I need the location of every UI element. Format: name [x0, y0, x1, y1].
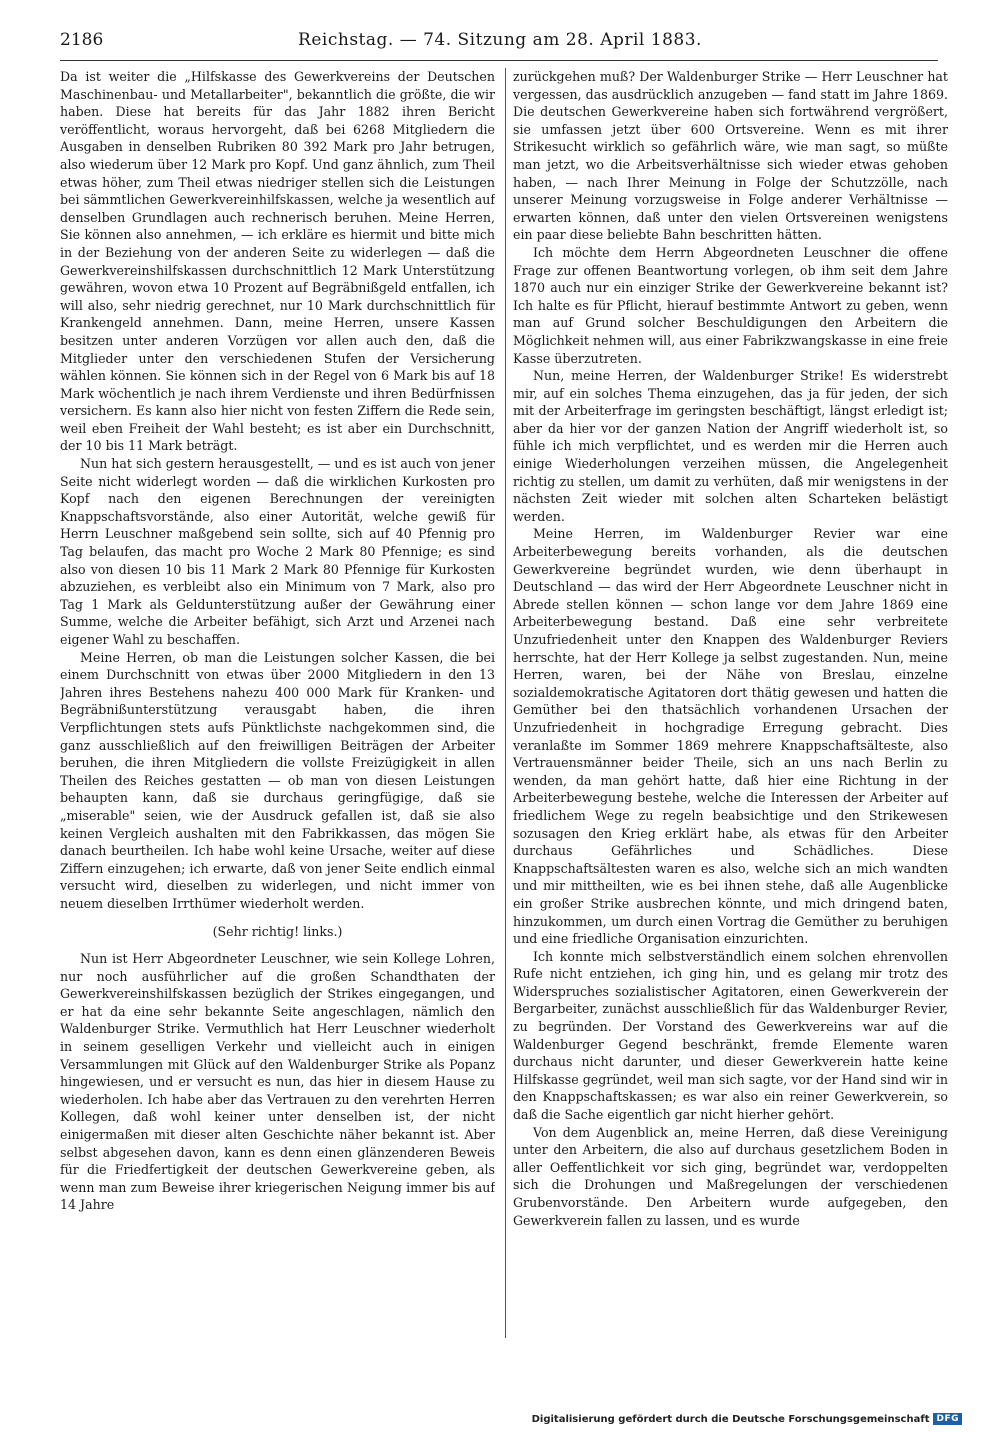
left-column: [60, 68, 495, 1338]
left-paragraph-4: Nun ist Herr Abgeordneter Leuschner, wie sein Kollege Lohren, nur noch ausführlicher auf die großen Schandthaten der Gewerkvereinshilfskassen bezüglich der Strikes eingegangen, und er hat da eine sehr bekannte Seite angeschlagen, nämlich den Waldenburger Strike. Vermuthlich hat Herr Leuschner wiederholt in seinem geselligen Verkehr und vielleicht auch in einigen Versammlungen mit Glück auf den Waldenburger Strike als Popanz hingewiesen, und er versucht es nun, das hier in diesem Hause zu wiederholen. Ich habe aber das Vertrauen zu den verehrten Herren Kollegen, daß wohl keiner unter denselben ist, der nicht einigermaßen mit dieser alten Geschichte näher bekannt ist. Aber selbst abgesehen davon, kann es denn einen glänzenderen Beweis für die Friedfertigkeit der deutschen Gewerkvereine geben, als wenn man zum Beweise ihrer kriegerischen Neigung immer bis auf 14 Jahre: [60, 951, 495, 1213]
right-paragraph-5: Ich konnte mich selbstverständlich einem solchen ehrenvollen Rufe nicht entziehen, ich ging hin, und es gelang mir trotz des Widerspruches sozialistischer Agitatoren, einen Gewerkverein der Bergarbeiter, zunächst ausschließlich für das Waldenburger Revier, zu begründen. Der Vorstand des Gewerkvereins war auf die Waldenburger Gegend beschränkt, fremde Elemente waren durchaus nicht darunter, und dieser Gewerkverein hatte keine Hilfskasse gegründet, weil man sich sagte, vor der Hand sind wir in den Knappschaftskassen; es war also ein reiner Gewerkverein, so daß die Sache eigentlich gar nicht hierher gehört.: [513, 948, 948, 1123]
page-header: [60, 30, 940, 54]
right-paragraph-2: Ich möchte dem Herrn Abgeordneten Leuschner die offene Frage zur offenen Beantwortung vorlegen, ob ihm seit dem Jahre 1870 auch nur ein einziger Strike der Gewerkvereine bekannt ist? Ich halte es für Pflicht, hierauf bestimmte Antwort zu geben, wenn man auf Grund solcher Beschuldigungen den Arbeitern die Möglichkeit nehmen will, aus einer Fabrikzwangskasse in eine freie Kasse überzutreten.: [513, 244, 948, 366]
dfg-logo: DFG: [933, 1413, 962, 1425]
interjection: (Sehr richtig! links.): [212, 923, 343, 939]
page-number: 2186: [60, 30, 104, 50]
digitization-credit: [532, 1412, 962, 1426]
right-paragraph-1: zurückgehen muß? Der Waldenburger Strike — Herr Leuschner hat vergessen, das ausdrücklich anzugeben — fand statt im Jahre 1869. Die deutschen Gewerkvereine haben sich fortwährend vergrößert, sie umfassen jetzt über 600 Ortsvereine. Wenn es mit ihrer Strikesucht wirklich so gefährlich wäre, wie man sagt, so müßte man jetzt, wo die Arbeitsverhältnisse sich wieder etwas gehoben haben, — nach Ihrer Meinung in Folge der Schutzzölle, nach unserer Meinung vorzugsweise in Folge anderer Verhältnisse — erwarten können, daß unter den vielen Ortsvereinen wenigstens ein paar diese beliebte Bahn beschritten hätten.: [513, 69, 948, 243]
right-column: [513, 68, 948, 1338]
header-rule: [60, 60, 938, 61]
left-paragraph-1: Da ist weiter die „Hilfskasse des Gewerkvereins der Deutschen Maschinenbau- und Metallarbeiter", bekanntlich die größte, die wir haben. Diese hat bereits für das Jahr 1882 ihren Bericht veröffentlicht, woraus hervorgeht, daß bei 6268 Mitgliedern die Ausgaben in denselben Rubriken 80 392 Mark pro Jahr betrugen, also wiederum über 12 Mark pro Kopf. Und ganz ähnlich, zum Theil etwas höher, zum Theil etwas niedriger stellen sich die Leistungen bei sämmtlichen Gewerkvereinhilfskassen, welche ja wesentlich auf denselben Grundlagen auch rechnerisch beruhen. Meine Herren, Sie können also annehmen, — ich erkläre es hiermit und bitte mich in der Beziehung von der anderen Seite zu widerlegen — daß die Gewerkvereinshilfskassen durchschnittlich 12 Mark Unterstützung gewähren, wovon etwa 10 Prozent auf Begräbnißgeld entfallen, ich will also, sehr niedrig gerechnet, nur 10 Mark durchschnittlich für Krankengeld annehmen. Dann, meine Herren, unsere Kassen besitzen unter anderen Vorzügen vor allen auch den, daß die Mitglieder unter den verschiedenen Stufen der Versicherung wählen können. Sie können sich in der Regel von 6 Mark bis auf 18 Mark wöchentlich je nach ihrem Verdienste und ihren Bedürfnissen versichern. Es kann also hier nicht von festen Ziffern die Rede sein, weil eben Freiheit der Wahl besteht; es ist aber ein Durchschnitt, der 10 bis 11 Mark beträgt.: [60, 69, 495, 454]
column-divider: [505, 68, 506, 1338]
left-paragraph-3: Meine Herren, ob man die Leistungen solcher Kassen, die bei einem Durchschnitt von etwas über 2000 Mitgliedern in den 13 Jahren ihres Bestehens nahezu 400 000 Mark für Kranken- und Begräbnißunterstützung verausgabt haben, die ihren Verpflichtungen stets aufs Pünktlichste nachgekommen sind, die ganz ausschließlich auf den freiwilligen Beiträgen der Arbeiter beruhen, die ihren Mitgliedern die vollste Freizügigkeit in allen Theilen des Reiches gestatten — ob man von diesen Leistungen behaupten kann, daß sie durchaus geringfügige, daß sie „miserable" seien, wie der Ausdruck gefallen ist, daß sie also keinen Vergleich aushalten mit den Fabrikkassen, das mögen Sie danach beurtheilen. Ich habe wohl keine Ursache, weiter auf diese Ziffern einzugehen; ich erwarte, daß von jener Seite endlich einmal versucht wird, dieselben zu widerlegen, und nicht immer von neuem dieselben Irrthümer wiederholt werden.: [60, 649, 495, 911]
credit-text: Digitalisierung gefördert durch die Deutsche Forschungsgemeinschaft: [531, 1413, 930, 1425]
left-paragraph-2: Nun hat sich gestern herausgestellt, — und es ist auch von jener Seite nicht widerlegt worden — daß die wirklichen Kurkosten pro Kopf nach den eigenen Berechnungen der vereinigten Knappschaftsvorstände, also einer Autorität, welche gewiß für Herrn Leuschner maßgebend sein sollte, sich auf 40 Pfennig pro Tag belaufen, das macht pro Woche 2 Mark 80 Pfennige; es sind also von diesen 10 bis 11 Mark 2 Mark 80 Pfennige für Kurkosten abzuziehen, es verbleibt also ein Minimum von 7 Mark, also pro Tag 1 Mark als Geldunterstützung außer der Gewährung einer Summe, welche die Arbeiter befähigt, sich Arzt und Arzenei nach eigener Wahl zu beschaffen.: [60, 456, 495, 647]
right-paragraph-3: Nun, meine Herren, der Waldenburger Strike! Es widerstrebt mir, auf ein solches Thema einzugehen, das ja für jeden, der sich mit der Arbeiterfrage im geringsten beschäftigt, längst erledigt ist; aber da hier vor der ganzen Nation der Angriff wiederholt ist, so fühle ich mich verpflichtet, und es werden mir die Herren auch einige Wiederholungen verzeihen müssen, die Angelegenheit richtig zu stellen, um damit zu verhüten, daß mir wenigstens in der nächsten Zeit wieder mit solchen alten Scharteken belästigt werden.: [513, 368, 948, 524]
right-paragraph-6: Von dem Augenblick an, meine Herren, daß diese Vereinigung unter den Arbeitern, die also auf durchaus gesetzlichem Boden in aller Oeffentlichkeit vor sich ging, begründet war, verdoppelten sich die Drohungen und Maßregelungen der verschiedenen Grubenvorstände. Den Arbeitern wurde aufgegeben, den Gewerkverein fallen zu lassen, und es wurde: [513, 1124, 948, 1228]
right-paragraph-4: Meine Herren, im Waldenburger Revier war eine Arbeiterbewegung bereits vorhanden, als die deutschen Gewerkvereine begründet wurden, wie denn überhaupt in Deutschland — das wird der Herr Abgeordnete Leuschner nicht in Abrede stellen können — schon lange vor dem Jahre 1869 eine Arbeiterbewegung bestand. Daß eine sehr verbreitete Unzufriedenheit unter den Knappen des Waldenburger Reviers herrschte, hat der Herr Kollege ja selbst zugestanden. Nun, meine Herren, waren, bei der Nähe von Breslau, einzelne sozialdemokratische Agitatoren dort thätig gewesen und hatten die Gemüther bei den thatsächlich vorhandenen Ursachen der Unzufriedenheit in hochgradige Erregung gebracht. Dies veranlaßte im Sommer 1869 mehrere Knappschaftsälteste, also Vertrauensmänner beider Theile, sich an uns nach Berlin zu wenden, da man gehört hatte, daß hier eine Richtung in der Arbeiterbewegung bestehe, welche die Interessen der Arbeiter auf friedlichem Wege zu regeln beabsichtige und den Strikewesen sozusagen den Krieg erklärt habe, als etwas für den Arbeiter durchaus Gefährliches und Schädliches. Diese Knappschaftsältesten waren es also, welche sich an mich wandten und mir mittheilten, wie es bei ihnen stehe, daß alle Augenblicke ein großer Strike ausbrechen könnte, und mich dringend baten, hinzukommen, um durch einen Vortrag die Gemüther zu beruhigen und eine friedliche Organisation einzurichten.: [513, 526, 948, 947]
running-title: Reichstag. — 74. Sitzung am 28. April 1883.: [298, 30, 702, 50]
